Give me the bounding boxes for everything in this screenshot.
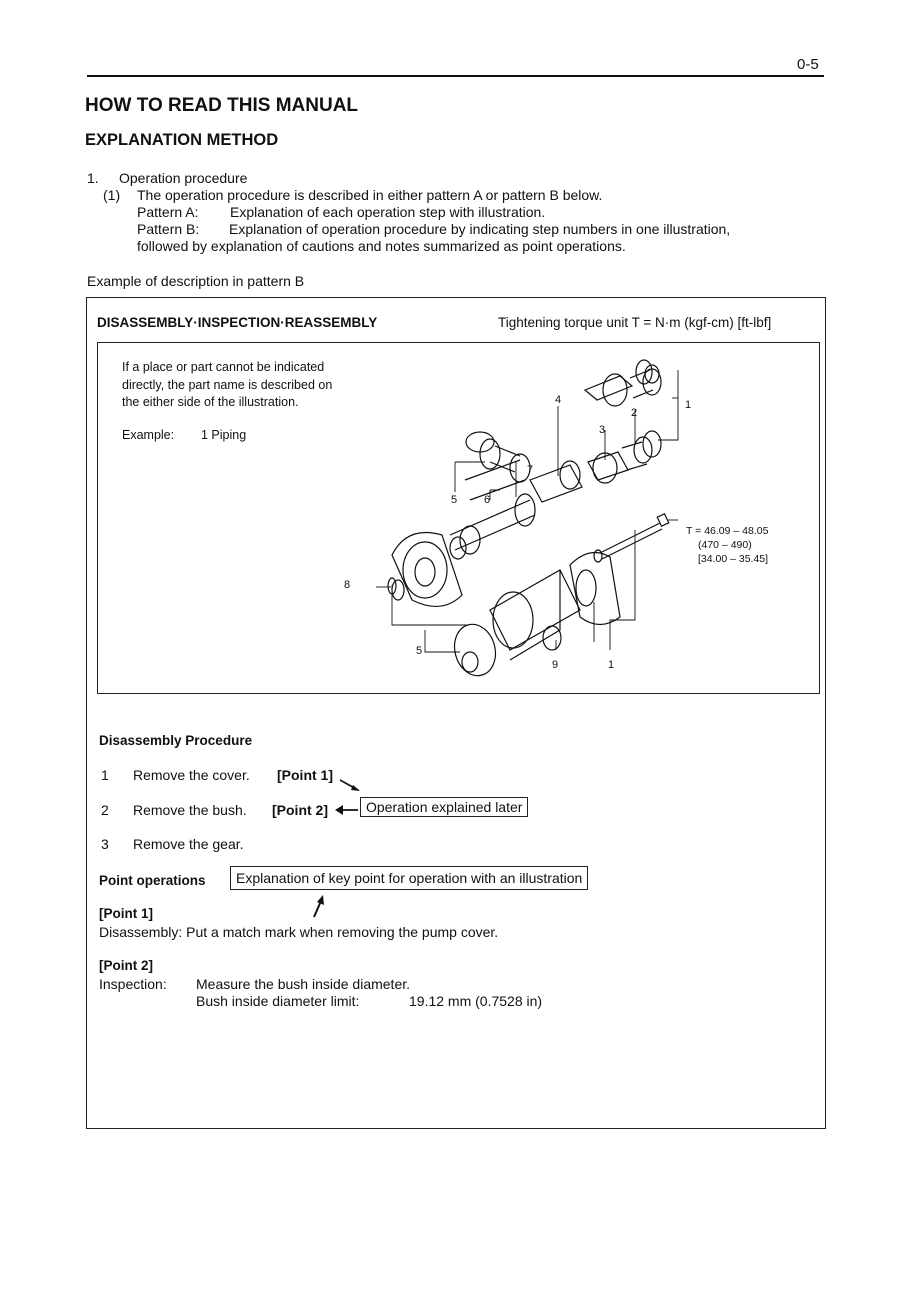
step-point-ref: [Point 2] <box>272 802 328 818</box>
arrow-left-icon <box>334 804 360 816</box>
point-operations-note: Explanation of key point for operation with an illustration <box>230 866 588 890</box>
figure-note <box>122 359 332 412</box>
point-1-label: [Point 1] <box>99 906 153 921</box>
callout-1b: 1 <box>608 659 615 671</box>
item-title: Operation procedure <box>119 170 248 186</box>
page-title: HOW TO READ THIS MANUAL <box>85 95 359 116</box>
callout-9: 9 <box>552 659 559 671</box>
section-subtitle: EXPLANATION METHOD <box>85 131 279 149</box>
point-2-limit-value: 19.12 mm (0.7528 in) <box>409 993 543 1009</box>
step-number: 1 <box>101 767 109 783</box>
sub-number: (1) <box>103 187 121 203</box>
page-number: 0-5 <box>797 56 819 73</box>
header-rule <box>87 75 824 77</box>
torque-line: [34.00 – 35.45] <box>698 553 769 565</box>
note-line: directly, the part name is described on <box>122 377 333 392</box>
figure-example-label: Example: <box>122 428 175 442</box>
point-2-limit-label: Bush inside diameter limit: <box>196 993 360 1009</box>
point-operations-label: Point operations <box>99 873 206 888</box>
pattern-a-label: Pattern A: <box>137 204 199 220</box>
callout-5: 5 <box>451 494 458 506</box>
pattern-b-label: Pattern B: <box>137 221 200 237</box>
pattern-a-text: Explanation of each operation step with illustration. <box>230 204 546 220</box>
point-1-text: Disassembly: Put a match mark when removing the pump cover. <box>99 924 499 940</box>
example-caption: Example of description in pattern B <box>87 273 305 289</box>
callout-8: 8 <box>344 579 351 591</box>
step-number: 3 <box>101 836 109 852</box>
step-point-ref: [Point 1] <box>277 767 333 783</box>
procedure-title: Disassembly Procedure <box>99 733 253 748</box>
torque-unit: Tightening torque unit T = N·m (kgf-cm) [ft-lbf] <box>498 315 772 330</box>
example-heading: DISASSEMBLY·INSPECTION·REASSEMBLY <box>97 315 378 330</box>
arrow-up-icon <box>310 893 326 919</box>
note-line: the either side of the illustration. <box>122 395 299 409</box>
item-number: 1. <box>87 170 99 186</box>
figure-example-value: 1 Piping <box>201 428 247 442</box>
note-line: If a place or part cannot be indicated <box>122 360 325 374</box>
callout-4: 4 <box>555 394 562 406</box>
pattern-b-text-2: followed by explanation of cautions and notes summarized as point operations. <box>137 238 626 254</box>
step-text: Remove the cover. <box>133 767 250 783</box>
callout-6: 6 <box>484 494 491 506</box>
point-2-type: Inspection: <box>99 976 167 992</box>
step-number: 2 <box>101 802 109 818</box>
sub-text: The operation procedure is described in either pattern A or pattern B below. <box>137 187 603 203</box>
point-2-line-1: Measure the bush inside diameter. <box>196 976 411 992</box>
callout-1: 1 <box>685 399 692 411</box>
step-text: Remove the bush. <box>133 802 247 818</box>
callout-7: 7 <box>527 464 534 476</box>
pattern-b-text: Explanation of operation procedure by indicating step numbers in one illustration, <box>229 221 731 237</box>
step-text: Remove the gear. <box>133 836 244 852</box>
torque-line: T = 46.09 – 48.05 <box>686 525 769 537</box>
operation-later-note: Operation explained later <box>360 797 528 817</box>
torque-spec <box>686 524 768 566</box>
callout-2: 2 <box>631 407 638 419</box>
pump-exploded-illustration <box>330 350 810 685</box>
torque-line: (470 – 490) <box>698 539 752 551</box>
callout-3: 3 <box>599 424 606 436</box>
point-2-label: [Point 2] <box>99 958 153 973</box>
callout-5b: 5 <box>416 645 423 657</box>
arrow-icon <box>338 777 364 793</box>
